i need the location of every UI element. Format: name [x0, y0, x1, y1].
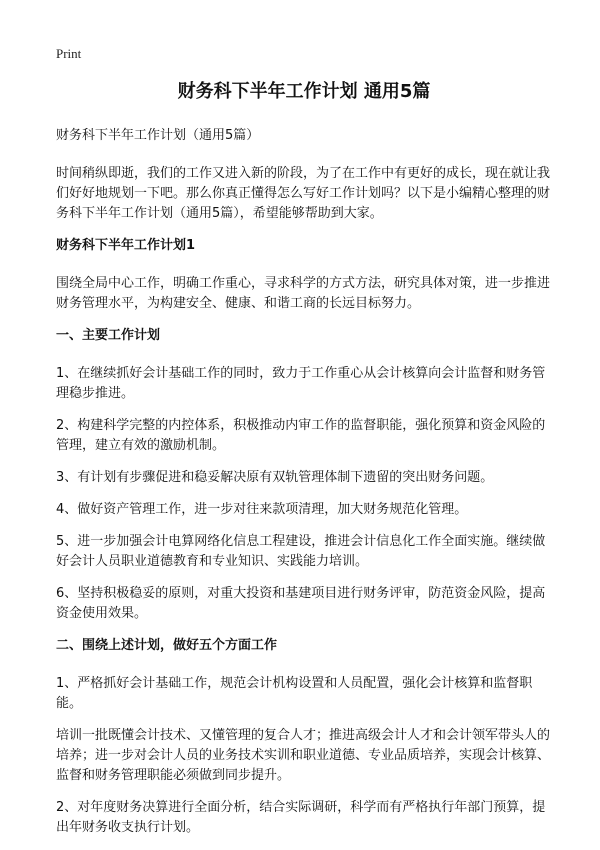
list-item: 2、对年度财务决算进行全面分析，结合实际调研，科学而有严格执行年部门预算，提出年财务收支执行计划。 — [56, 800, 546, 835]
section-heading: 财务科下半年工作计划1 — [56, 238, 196, 253]
list-item: 培训一批既懂会计技术、又懂管理的复合人才；推进高级会计人才和会计领军带头人的培养；进一步对会计人员的业务技术实训和职业道德、专业品质培养，实现会计核算、监督和财务管理职能必须做到同步提升。 — [56, 728, 551, 783]
section-intro-paragraph: 围绕全局中心工作，明确工作重心，寻求科学的方式方法，研究具体对策，进一步推进财务管理水平，为构建安全、健康、和谐工商的长远目标努力。 — [56, 276, 551, 311]
intro-paragraph: 时间稍纵即逝，我们的工作又进入新的阶段，为了在工作中有更好的成长，现在就让我们好好地规划一下吧。那么你真正懂得怎么写好工作计划吗？以下是小编精心整理的财务科下半年工作计划（通用5篇），希望能够帮助到大家。 — [56, 166, 551, 221]
list-item: 6、坚持积极稳妥的原则，对重大投资和基建项目进行财务评审，防范资金风险，提高资金使用效果。 — [56, 586, 546, 621]
list-item: 2、构建科学完整的内控体系，积极推动内审工作的监督职能，强化预算和资金风险的管理，建立有效的激励机制。 — [56, 418, 546, 453]
list-item: 5、进一步加强会计电算网络化信息工程建设，推进会计信息化工作全面实施。继续做好会计人员职业道德教育和专业知识、实践能力培训。 — [56, 534, 546, 569]
list-item: 4、做好资产管理工作，进一步对往来款项清理，加大财务规范化管理。 — [56, 502, 468, 517]
part-1-heading: 一、主要工作计划 — [56, 328, 161, 343]
page-title: 财务科下半年工作计划 通用5篇 — [177, 81, 431, 102]
list-item: 3、有计划有步骤促进和稳妥解决原有双轨管理体制下遗留的突出财务问题。 — [56, 470, 494, 485]
list-item: 1、严格抓好会计基础工作，规范会计机构设置和人员配置，强化会计核算和监督职能。 — [56, 676, 533, 711]
part-2-heading: 二、围绕上述计划，做好五个方面工作 — [56, 638, 278, 653]
list-item: 1、在继续抓好会计基础工作的同时，致力于工作重心从会计核算向会计监督和财务管理稳步推进。 — [56, 366, 546, 401]
document-page — [56, 78, 552, 850]
print-label: Print — [56, 46, 82, 61]
document-subtitle: 财务科下半年工作计划（通用5篇） — [56, 128, 260, 143]
